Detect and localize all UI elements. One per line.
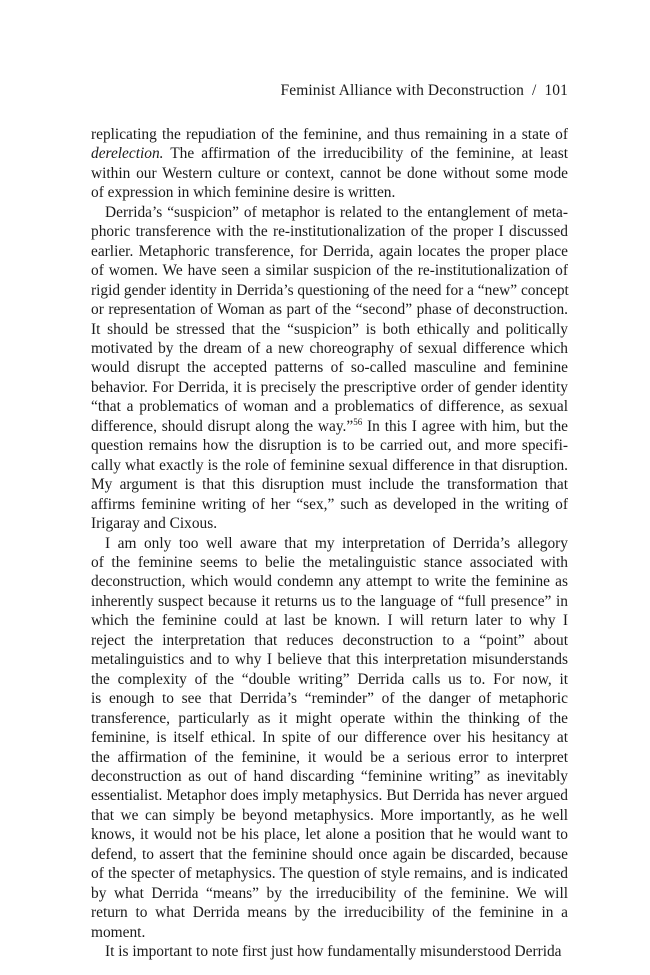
text-line: reject the interpretation that reduces deconstruction to a “point” about bbox=[91, 631, 568, 649]
body-text bbox=[91, 125, 568, 961]
text-line: that we can simply be beyond metaphysics. More importantly, as he well bbox=[91, 806, 568, 824]
text-line: affirms feminine writing of her “sex,” such as developed in the writing of bbox=[91, 495, 568, 513]
text-line: deconstruction as out of hand discarding “feminine writing” as inevitably bbox=[91, 767, 568, 785]
text-line: replicating the repudiation of the feminine, and thus remaining in a state of bbox=[91, 126, 568, 143]
text-line: by what Derrida “means” by the irreducibility of the feminine. We will bbox=[91, 884, 568, 902]
italic-term: derelection. bbox=[91, 145, 164, 163]
text-line: which the feminine could at last be known. I will return later to why I bbox=[91, 612, 568, 630]
text-line: within our Western culture or context, cannot be done without some mode bbox=[91, 164, 568, 182]
text-fragment: In this I agree with him, but the bbox=[362, 417, 568, 435]
text-line: of expression in which feminine desire is written. bbox=[91, 184, 396, 202]
page-number: 101 bbox=[544, 82, 568, 99]
text-line: of the specter of metaphysics. The question of style remains, and is indicated bbox=[91, 865, 568, 883]
text-line: It is important to note first just how fundamentally misunderstood Derrida bbox=[105, 943, 562, 961]
text-line: or representation of Woman as part of the “second” phase of deconstruction. bbox=[91, 301, 568, 319]
text-line: Irigaray and Cixous. bbox=[91, 515, 218, 533]
text-line: inherently suspect because it returns us to the language of “full presence” in bbox=[91, 592, 568, 610]
text-fragment: difference, should disrupt along the way.” bbox=[91, 417, 354, 435]
footnote-marker: 56 bbox=[353, 416, 363, 427]
text-line: motivated by the dream of a new choreography of sexual difference which bbox=[91, 339, 568, 357]
text-line: the affirmation of the feminine, it would be a serious error to interpret bbox=[91, 748, 568, 766]
header-separator: / bbox=[532, 82, 537, 99]
text-line: Derrida’s “suspicion” of metaphor is related to the entanglement of meta- bbox=[105, 203, 568, 221]
text-line bbox=[91, 144, 568, 163]
text-line: phoric transference with the re-institutionalization of the proper I discussed bbox=[91, 223, 568, 241]
running-header bbox=[281, 82, 568, 100]
text-line: transference, particularly as it might operate within the thinking of the bbox=[91, 709, 568, 727]
text-line: essentialist. Metaphor does imply metaphysics. But Derrida has never argued bbox=[91, 787, 568, 805]
text-line: of women. We have seen a similar suspicion of the re-institutionalization of bbox=[91, 262, 568, 280]
running-title: Feminist Alliance with Deconstruction bbox=[280, 82, 525, 99]
text-line: feminine, is itself ethical. In spite of our difference over his hesitancy at bbox=[91, 729, 568, 747]
text-line: would disrupt the accepted patterns of so-called masculine and feminine bbox=[91, 359, 568, 377]
text-line: It should be stressed that the “suspicion” is both ethically and politically bbox=[91, 320, 568, 338]
text-line: deconstruction, which would condemn any attempt to write the feminine as bbox=[91, 573, 568, 591]
text-line: “that a problematics of woman and a problematics of difference, as sexual bbox=[91, 398, 568, 416]
text-line: behavior. For Derrida, it is precisely the prescriptive order of gender identity bbox=[91, 378, 568, 396]
text-line: return to what Derrida means by the irreducibility of the feminine in a bbox=[91, 904, 568, 922]
text-line: earlier. Metaphoric transference, for Derrida, again locates the proper place bbox=[91, 242, 568, 260]
text-line: cally what exactly is the role of feminine sexual difference in that disruption. bbox=[91, 456, 568, 474]
text-line: I am only too well aware that my interpretation of Derrida’s allegory bbox=[105, 534, 568, 552]
text-line: question remains how the disruption is to be carried out, and more specifi- bbox=[91, 437, 568, 455]
text-line: is enough to see that Derrida’s “reminder” of the danger of metaphoric bbox=[91, 690, 568, 708]
text-line: of the feminine seems to belie the metalinguistic stance associated with bbox=[91, 553, 568, 571]
text-line: rigid gender identity in Derrida’s questioning of the need for a “new” concept bbox=[91, 281, 569, 299]
text-line: My argument is that this disruption must include the transformation that bbox=[91, 476, 568, 494]
text-fragment: The affirmation of the irreducibility of the feminine, at least bbox=[163, 145, 568, 163]
text-line bbox=[91, 417, 568, 436]
text-line: the complexity of the “double writing” Derrida calls us to. For now, it bbox=[91, 670, 568, 688]
text-line: knows, it would not be his place, let alone a position that he would want to bbox=[91, 826, 568, 844]
text-line: metalinguistics and to why I believe that this interpretation misunderstands bbox=[91, 651, 568, 669]
text-line: moment. bbox=[91, 923, 146, 941]
text-line: defend, to assert that the feminine should once again be discarded, because bbox=[91, 845, 568, 863]
